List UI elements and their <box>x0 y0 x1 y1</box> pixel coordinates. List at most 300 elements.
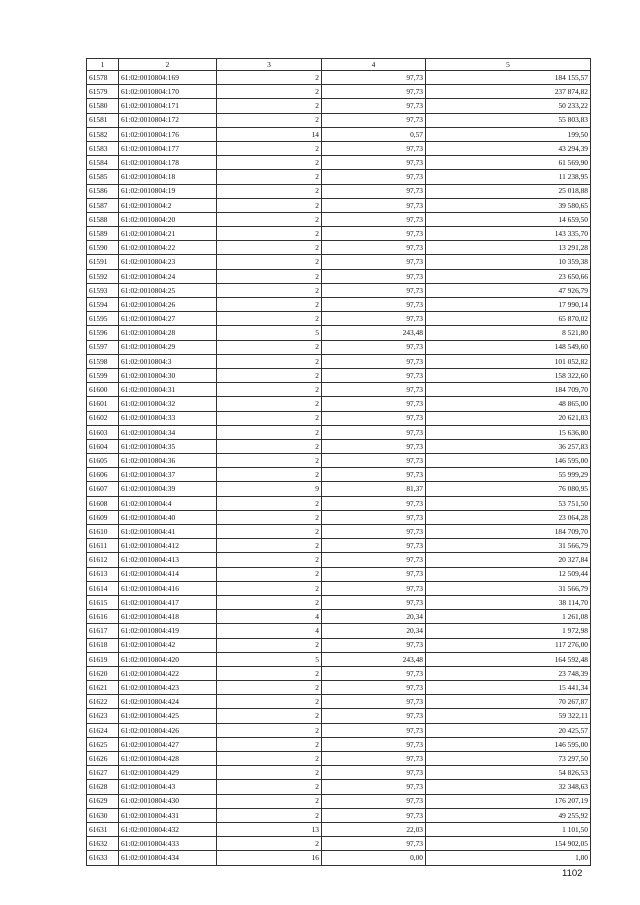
specific-value-cell: 97,73 <box>322 113 426 127</box>
group-code-cell: 2 <box>217 794 322 808</box>
cadastral-value-cell: 176 207,19 <box>426 794 591 808</box>
cadastral-number-cell: 61:02:0010804:28 <box>119 326 217 340</box>
table-row <box>87 496 591 510</box>
cadastral-value-cell: 23 650,66 <box>426 269 591 283</box>
table-row <box>87 312 591 326</box>
specific-value-cell: 97,73 <box>322 567 426 581</box>
group-code-cell: 2 <box>217 780 322 794</box>
row-number-cell: 61607 <box>87 482 119 496</box>
specific-value-cell: 97,73 <box>322 298 426 312</box>
cadastral-number-cell: 61:02:0010804:433 <box>119 837 217 851</box>
cadastral-number-cell: 61:02:0010804:33 <box>119 411 217 425</box>
row-number-cell: 61623 <box>87 709 119 723</box>
cadastral-number-cell: 61:02:0010804:36 <box>119 454 217 468</box>
cadastral-number-cell: 61:02:0010804:177 <box>119 141 217 155</box>
table-row <box>87 510 591 524</box>
table-row <box>87 851 591 865</box>
specific-value-cell: 243,48 <box>322 652 426 666</box>
group-code-cell: 13 <box>217 822 322 836</box>
row-number-cell: 61629 <box>87 794 119 808</box>
cadastral-number-cell: 61:02:0010804:413 <box>119 553 217 567</box>
cadastral-number-cell: 61:02:0010804:412 <box>119 539 217 553</box>
cadastral-number-cell: 61:02:0010804:37 <box>119 468 217 482</box>
group-code-cell: 2 <box>217 666 322 680</box>
cadastral-number-cell: 61:02:0010804:43 <box>119 780 217 794</box>
table-body <box>87 71 591 866</box>
specific-value-cell: 97,73 <box>322 340 426 354</box>
group-code-cell: 2 <box>217 156 322 170</box>
group-code-cell: 2 <box>217 638 322 652</box>
row-number-cell: 61618 <box>87 638 119 652</box>
table-row <box>87 411 591 425</box>
specific-value-cell: 97,73 <box>322 752 426 766</box>
table-row <box>87 737 591 751</box>
row-number-cell: 61633 <box>87 851 119 865</box>
group-code-cell: 2 <box>217 99 322 113</box>
group-code-cell: 2 <box>217 227 322 241</box>
cadastral-number-cell: 61:02:0010804:420 <box>119 652 217 666</box>
cadastral-number-cell: 61:02:0010804:35 <box>119 439 217 453</box>
cadastral-value-cell: 148 549,60 <box>426 340 591 354</box>
column-header-4: 4 <box>322 59 426 71</box>
specific-value-cell: 97,73 <box>322 468 426 482</box>
column-header-5: 5 <box>426 59 591 71</box>
group-code-cell: 16 <box>217 851 322 865</box>
row-number-cell: 61603 <box>87 425 119 439</box>
group-code-cell: 9 <box>217 482 322 496</box>
row-number-cell: 61583 <box>87 141 119 155</box>
group-code-cell: 2 <box>217 723 322 737</box>
row-number-cell: 61616 <box>87 610 119 624</box>
group-code-cell: 2 <box>217 766 322 780</box>
cadastral-value-cell: 31 566,79 <box>426 539 591 553</box>
cadastral-value-cell: 20 327,84 <box>426 553 591 567</box>
table-row <box>87 822 591 836</box>
table-row <box>87 468 591 482</box>
row-number-cell: 61592 <box>87 269 119 283</box>
row-number-cell: 61613 <box>87 567 119 581</box>
specific-value-cell: 97,73 <box>322 241 426 255</box>
group-code-cell: 2 <box>217 411 322 425</box>
cadastral-number-cell: 61:02:0010804:4 <box>119 496 217 510</box>
cadastral-value-cell: 61 569,90 <box>426 156 591 170</box>
group-code-cell: 2 <box>217 737 322 751</box>
cadastral-number-cell: 61:02:0010804:429 <box>119 766 217 780</box>
table-row <box>87 709 591 723</box>
group-code-cell: 2 <box>217 71 322 85</box>
specific-value-cell: 97,73 <box>322 638 426 652</box>
specific-value-cell: 97,73 <box>322 454 426 468</box>
row-number-cell: 61600 <box>87 383 119 397</box>
cadastral-value-cell: 154 902,05 <box>426 837 591 851</box>
cadastral-number-cell: 61:02:0010804:32 <box>119 397 217 411</box>
row-number-cell: 61587 <box>87 198 119 212</box>
group-code-cell: 2 <box>217 298 322 312</box>
cadastral-number-cell: 61:02:0010804:416 <box>119 581 217 595</box>
row-number-cell: 61590 <box>87 241 119 255</box>
row-number-cell: 61588 <box>87 212 119 226</box>
cadastral-number-cell: 61:02:0010804:430 <box>119 794 217 808</box>
row-number-cell: 61608 <box>87 496 119 510</box>
table-row <box>87 283 591 297</box>
table-row <box>87 666 591 680</box>
table-row <box>87 397 591 411</box>
specific-value-cell: 97,73 <box>322 212 426 226</box>
table-row <box>87 723 591 737</box>
group-code-cell: 2 <box>217 198 322 212</box>
cadastral-value-cell: 8 521,80 <box>426 326 591 340</box>
table-row <box>87 113 591 127</box>
specific-value-cell: 20,34 <box>322 624 426 638</box>
cadastral-number-cell: 61:02:0010804:3 <box>119 354 217 368</box>
cadastral-number-cell: 61:02:0010804:19 <box>119 184 217 198</box>
group-code-cell: 2 <box>217 241 322 255</box>
cadastral-value-cell: 50 233,22 <box>426 99 591 113</box>
specific-value-cell: 97,73 <box>322 71 426 85</box>
group-code-cell: 2 <box>217 383 322 397</box>
row-number-cell: 61631 <box>87 822 119 836</box>
group-code-cell: 2 <box>217 553 322 567</box>
table-row <box>87 156 591 170</box>
column-header-2: 2 <box>119 59 217 71</box>
cadastral-value-cell: 11 238,95 <box>426 170 591 184</box>
table-row <box>87 212 591 226</box>
table-header-row <box>87 59 591 71</box>
cadastral-number-cell: 61:02:0010804:419 <box>119 624 217 638</box>
cadastral-number-cell: 61:02:0010804:424 <box>119 695 217 709</box>
row-number-cell: 61602 <box>87 411 119 425</box>
group-code-cell: 2 <box>217 468 322 482</box>
row-number-cell: 61596 <box>87 326 119 340</box>
cadastral-value-cell: 36 257,83 <box>426 439 591 453</box>
table-row <box>87 439 591 453</box>
specific-value-cell: 97,73 <box>322 766 426 780</box>
row-number-cell: 61614 <box>87 581 119 595</box>
cadastral-number-cell: 61:02:0010804:432 <box>119 822 217 836</box>
cadastral-value-cell: 43 294,39 <box>426 141 591 155</box>
cadastral-number-cell: 61:02:0010804:427 <box>119 737 217 751</box>
cadastral-value-cell: 143 335,70 <box>426 227 591 241</box>
cadastral-number-cell: 61:02:0010804:23 <box>119 255 217 269</box>
cadastral-number-cell: 61:02:0010804:39 <box>119 482 217 496</box>
cadastral-value-cell: 39 580,65 <box>426 198 591 212</box>
group-code-cell: 2 <box>217 567 322 581</box>
table-row <box>87 454 591 468</box>
cadastral-number-cell: 61:02:0010804:27 <box>119 312 217 326</box>
specific-value-cell: 97,73 <box>322 312 426 326</box>
cadastral-value-cell: 199,50 <box>426 127 591 141</box>
cadastral-number-cell: 61:02:0010804:26 <box>119 298 217 312</box>
page-number: 1102 <box>562 868 583 879</box>
cadastral-number-cell: 61:02:0010804:417 <box>119 595 217 609</box>
cadastral-value-cell: 15 636,80 <box>426 425 591 439</box>
group-code-cell: 2 <box>217 85 322 99</box>
specific-value-cell: 97,73 <box>322 184 426 198</box>
group-code-cell: 2 <box>217 397 322 411</box>
cadastral-value-cell: 237 874,82 <box>426 85 591 99</box>
specific-value-cell: 97,73 <box>322 439 426 453</box>
cadastral-value-cell: 31 566,79 <box>426 581 591 595</box>
column-header-3: 3 <box>217 59 322 71</box>
cadastral-value-cell: 23 064,28 <box>426 510 591 524</box>
group-code-cell: 4 <box>217 610 322 624</box>
table-row <box>87 837 591 851</box>
row-number-cell: 61617 <box>87 624 119 638</box>
table-row <box>87 354 591 368</box>
table-row <box>87 652 591 666</box>
specific-value-cell: 97,73 <box>322 425 426 439</box>
row-number-cell: 61611 <box>87 539 119 553</box>
specific-value-cell: 97,73 <box>322 354 426 368</box>
table-row <box>87 567 591 581</box>
cadastral-value-cell: 14 659,50 <box>426 212 591 226</box>
specific-value-cell: 97,73 <box>322 794 426 808</box>
table-row <box>87 482 591 496</box>
specific-value-cell: 97,73 <box>322 837 426 851</box>
cadastral-number-cell: 61:02:0010804:428 <box>119 752 217 766</box>
cadastral-value-table <box>86 58 591 866</box>
specific-value-cell: 97,73 <box>322 737 426 751</box>
row-number-cell: 61580 <box>87 99 119 113</box>
table-row <box>87 595 591 609</box>
cadastral-value-cell: 20 425,57 <box>426 723 591 737</box>
specific-value-cell: 81,37 <box>322 482 426 496</box>
group-code-cell: 2 <box>217 425 322 439</box>
specific-value-cell: 97,73 <box>322 198 426 212</box>
cadastral-value-cell: 1 972,98 <box>426 624 591 638</box>
table-row <box>87 326 591 340</box>
cadastral-value-cell: 184 709,70 <box>426 383 591 397</box>
cadastral-number-cell: 61:02:0010804:172 <box>119 113 217 127</box>
cadastral-number-cell: 61:02:0010804:21 <box>119 227 217 241</box>
cadastral-number-cell: 61:02:0010804:414 <box>119 567 217 581</box>
cadastral-value-cell: 70 267,87 <box>426 695 591 709</box>
row-number-cell: 61612 <box>87 553 119 567</box>
group-code-cell: 2 <box>217 681 322 695</box>
row-number-cell: 61595 <box>87 312 119 326</box>
group-code-cell: 2 <box>217 581 322 595</box>
table-row <box>87 127 591 141</box>
table-row <box>87 298 591 312</box>
row-number-cell: 61628 <box>87 780 119 794</box>
cadastral-number-cell: 61:02:0010804:42 <box>119 638 217 652</box>
specific-value-cell: 20,34 <box>322 610 426 624</box>
row-number-cell: 61586 <box>87 184 119 198</box>
specific-value-cell: 97,73 <box>322 780 426 794</box>
group-code-cell: 2 <box>217 525 322 539</box>
group-code-cell: 2 <box>217 255 322 269</box>
row-number-cell: 61597 <box>87 340 119 354</box>
cadastral-number-cell: 61:02:0010804:2 <box>119 198 217 212</box>
cadastral-number-cell: 61:02:0010804:418 <box>119 610 217 624</box>
cadastral-number-cell: 61:02:0010804:434 <box>119 851 217 865</box>
group-code-cell: 2 <box>217 454 322 468</box>
group-code-cell: 2 <box>217 837 322 851</box>
specific-value-cell: 22,03 <box>322 822 426 836</box>
specific-value-cell: 243,48 <box>322 326 426 340</box>
cadastral-value-cell: 1 101,50 <box>426 822 591 836</box>
table-row <box>87 525 591 539</box>
row-number-cell: 61610 <box>87 525 119 539</box>
table-row <box>87 681 591 695</box>
table-row <box>87 227 591 241</box>
row-number-cell: 61594 <box>87 298 119 312</box>
group-code-cell: 2 <box>217 141 322 155</box>
row-number-cell: 61591 <box>87 255 119 269</box>
row-number-cell: 61593 <box>87 283 119 297</box>
row-number-cell: 61609 <box>87 510 119 524</box>
cadastral-number-cell: 61:02:0010804:176 <box>119 127 217 141</box>
group-code-cell: 2 <box>217 752 322 766</box>
cadastral-value-cell: 55 999,29 <box>426 468 591 482</box>
cadastral-value-cell: 164 592,48 <box>426 652 591 666</box>
group-code-cell: 2 <box>217 354 322 368</box>
table-row <box>87 808 591 822</box>
cadastral-value-cell: 48 865,00 <box>426 397 591 411</box>
cadastral-value-cell: 47 926,79 <box>426 283 591 297</box>
cadastral-value-cell: 17 990,14 <box>426 298 591 312</box>
group-code-cell: 5 <box>217 652 322 666</box>
table-row <box>87 553 591 567</box>
specific-value-cell: 97,73 <box>322 666 426 680</box>
table-row <box>87 624 591 638</box>
table-row <box>87 539 591 553</box>
specific-value-cell: 0,00 <box>322 851 426 865</box>
table-row <box>87 610 591 624</box>
specific-value-cell: 97,73 <box>322 595 426 609</box>
cadastral-number-cell: 61:02:0010804:20 <box>119 212 217 226</box>
column-header-1: 1 <box>87 59 119 71</box>
table-row <box>87 255 591 269</box>
cadastral-number-cell: 61:02:0010804:431 <box>119 808 217 822</box>
group-code-cell: 5 <box>217 326 322 340</box>
specific-value-cell: 97,73 <box>322 681 426 695</box>
group-code-cell: 2 <box>217 269 322 283</box>
row-number-cell: 61626 <box>87 752 119 766</box>
cadastral-value-cell: 23 748,39 <box>426 666 591 680</box>
row-number-cell: 61598 <box>87 354 119 368</box>
specific-value-cell: 97,73 <box>322 525 426 539</box>
specific-value-cell: 97,73 <box>322 695 426 709</box>
table-row <box>87 766 591 780</box>
cadastral-value-cell: 101 052,82 <box>426 354 591 368</box>
specific-value-cell: 97,73 <box>322 255 426 269</box>
row-number-cell: 61578 <box>87 71 119 85</box>
cadastral-value-cell: 13 291,28 <box>426 241 591 255</box>
table-row <box>87 269 591 283</box>
cadastral-number-cell: 61:02:0010804:40 <box>119 510 217 524</box>
cadastral-number-cell: 61:02:0010804:18 <box>119 170 217 184</box>
row-number-cell: 61627 <box>87 766 119 780</box>
specific-value-cell: 97,73 <box>322 397 426 411</box>
cadastral-number-cell: 61:02:0010804:24 <box>119 269 217 283</box>
table-row <box>87 99 591 113</box>
specific-value-cell: 97,73 <box>322 283 426 297</box>
group-code-cell: 2 <box>217 368 322 382</box>
specific-value-cell: 97,73 <box>322 227 426 241</box>
specific-value-cell: 97,73 <box>322 141 426 155</box>
group-code-cell: 2 <box>217 439 322 453</box>
row-number-cell: 61624 <box>87 723 119 737</box>
cadastral-number-cell: 61:02:0010804:30 <box>119 368 217 382</box>
cadastral-value-cell: 146 595,00 <box>426 737 591 751</box>
cadastral-number-cell: 61:02:0010804:178 <box>119 156 217 170</box>
cadastral-value-cell: 49 255,92 <box>426 808 591 822</box>
row-number-cell: 61619 <box>87 652 119 666</box>
table-row <box>87 695 591 709</box>
row-number-cell: 61599 <box>87 368 119 382</box>
specific-value-cell: 97,73 <box>322 99 426 113</box>
table-row <box>87 184 591 198</box>
cadastral-number-cell: 61:02:0010804:169 <box>119 71 217 85</box>
row-number-cell: 61620 <box>87 666 119 680</box>
row-number-cell: 61606 <box>87 468 119 482</box>
row-number-cell: 61622 <box>87 695 119 709</box>
specific-value-cell: 97,73 <box>322 411 426 425</box>
row-number-cell: 61589 <box>87 227 119 241</box>
row-number-cell: 61579 <box>87 85 119 99</box>
cadastral-value-cell: 184 155,57 <box>426 71 591 85</box>
cadastral-number-cell: 61:02:0010804:34 <box>119 425 217 439</box>
specific-value-cell: 97,73 <box>322 808 426 822</box>
group-code-cell: 2 <box>217 340 322 354</box>
cadastral-number-cell: 61:02:0010804:426 <box>119 723 217 737</box>
group-code-cell: 2 <box>217 539 322 553</box>
specific-value-cell: 97,73 <box>322 723 426 737</box>
table-row <box>87 141 591 155</box>
cadastral-value-cell: 73 297,50 <box>426 752 591 766</box>
cadastral-value-cell: 1,00 <box>426 851 591 865</box>
row-number-cell: 61601 <box>87 397 119 411</box>
group-code-cell: 2 <box>217 695 322 709</box>
row-number-cell: 61584 <box>87 156 119 170</box>
cadastral-value-cell: 76 080,95 <box>426 482 591 496</box>
cadastral-number-cell: 61:02:0010804:41 <box>119 525 217 539</box>
table-row <box>87 752 591 766</box>
table-row <box>87 198 591 212</box>
specific-value-cell: 97,73 <box>322 709 426 723</box>
group-code-cell: 2 <box>217 184 322 198</box>
table-row <box>87 794 591 808</box>
cadastral-value-cell: 146 595,00 <box>426 454 591 468</box>
cadastral-value-cell: 25 018,88 <box>426 184 591 198</box>
row-number-cell: 61615 <box>87 595 119 609</box>
cadastral-value-cell: 10 359,38 <box>426 255 591 269</box>
row-number-cell: 61585 <box>87 170 119 184</box>
group-code-cell: 4 <box>217 624 322 638</box>
row-number-cell: 61604 <box>87 439 119 453</box>
table-row <box>87 780 591 794</box>
group-code-cell: 2 <box>217 170 322 184</box>
group-code-cell: 2 <box>217 496 322 510</box>
row-number-cell: 61630 <box>87 808 119 822</box>
table-row <box>87 383 591 397</box>
cadastral-value-cell: 65 870,02 <box>426 312 591 326</box>
specific-value-cell: 97,73 <box>322 156 426 170</box>
cadastral-value-cell: 15 441,34 <box>426 681 591 695</box>
specific-value-cell: 97,73 <box>322 85 426 99</box>
group-code-cell: 2 <box>217 312 322 326</box>
cadastral-number-cell: 61:02:0010804:171 <box>119 99 217 113</box>
cadastral-number-cell: 61:02:0010804:170 <box>119 85 217 99</box>
specific-value-cell: 97,73 <box>322 383 426 397</box>
row-number-cell: 61582 <box>87 127 119 141</box>
table-row <box>87 241 591 255</box>
table-row <box>87 581 591 595</box>
cadastral-value-cell: 20 621,03 <box>426 411 591 425</box>
cadastral-value-cell: 184 709,70 <box>426 525 591 539</box>
specific-value-cell: 97,73 <box>322 170 426 184</box>
